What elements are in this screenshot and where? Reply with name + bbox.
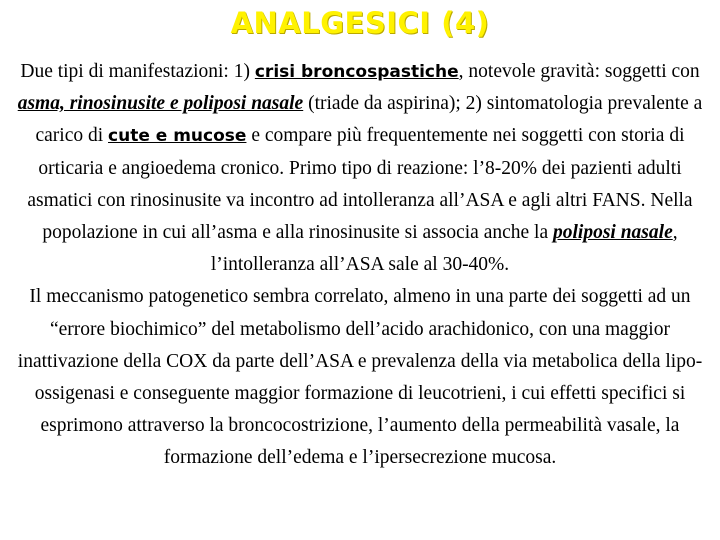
paragraph1-text-3: (triade da aspirina); 2) sintomatologia prevalente a carico di: [35, 93, 703, 147]
paragraph1-text-5: , l’intolleranza all’ASA sale al 30-40%.: [210, 222, 678, 276]
emphasis-crisi-broncospastiche: crisi broncospastiche: [254, 62, 459, 82]
paragraph-manifestations: [10, 56, 710, 281]
emphasis-poliposi-nasale: poliposi nasale: [553, 222, 673, 244]
slide-body: [10, 56, 710, 475]
paragraph-mechanism: Il meccanismo patogenetico sembra correlato, almeno in una parte dei soggetti ad un “errore biochimico” del metabolismo dell’acido arachidonico, con una maggior inattivazione della COX da parte dell’ASA e prevalenza della via metabolica della lipo-ossigenasi e conseguente maggior formazione di leucotrieni, i cui effetti specifici si esprimono attraverso la broncocostrizione, l’aumento della permeabilità vasale, la formazione dell’edema e l’ipersecrezione mucosa.: [17, 286, 703, 469]
emphasis-asma-rinosinusite: asma, rinosinusite e poliposi nasale: [17, 93, 304, 115]
paragraph1-text-1: Due tipi di manifestazioni: 1): [20, 61, 255, 82]
paragraph1-text-2: , notevole gravità: soggetti con: [458, 61, 700, 82]
paragraph1-text-4: e compare più frequentemente nei soggetti con storia di orticaria e angioedema cronico. Primo tipo di reazione: l’8-20% dei pazienti adulti asmatici con rinosinusite va incontro ad intolleranza all’ASA e agli altri FANS. Nella popolazione in cui all’asma e alla rinosinusite si associa anche la: [27, 125, 693, 244]
emphasis-cute-mucose: cute e mucose: [108, 126, 247, 147]
slide-title: ANALGESICI (4): [230, 6, 490, 40]
